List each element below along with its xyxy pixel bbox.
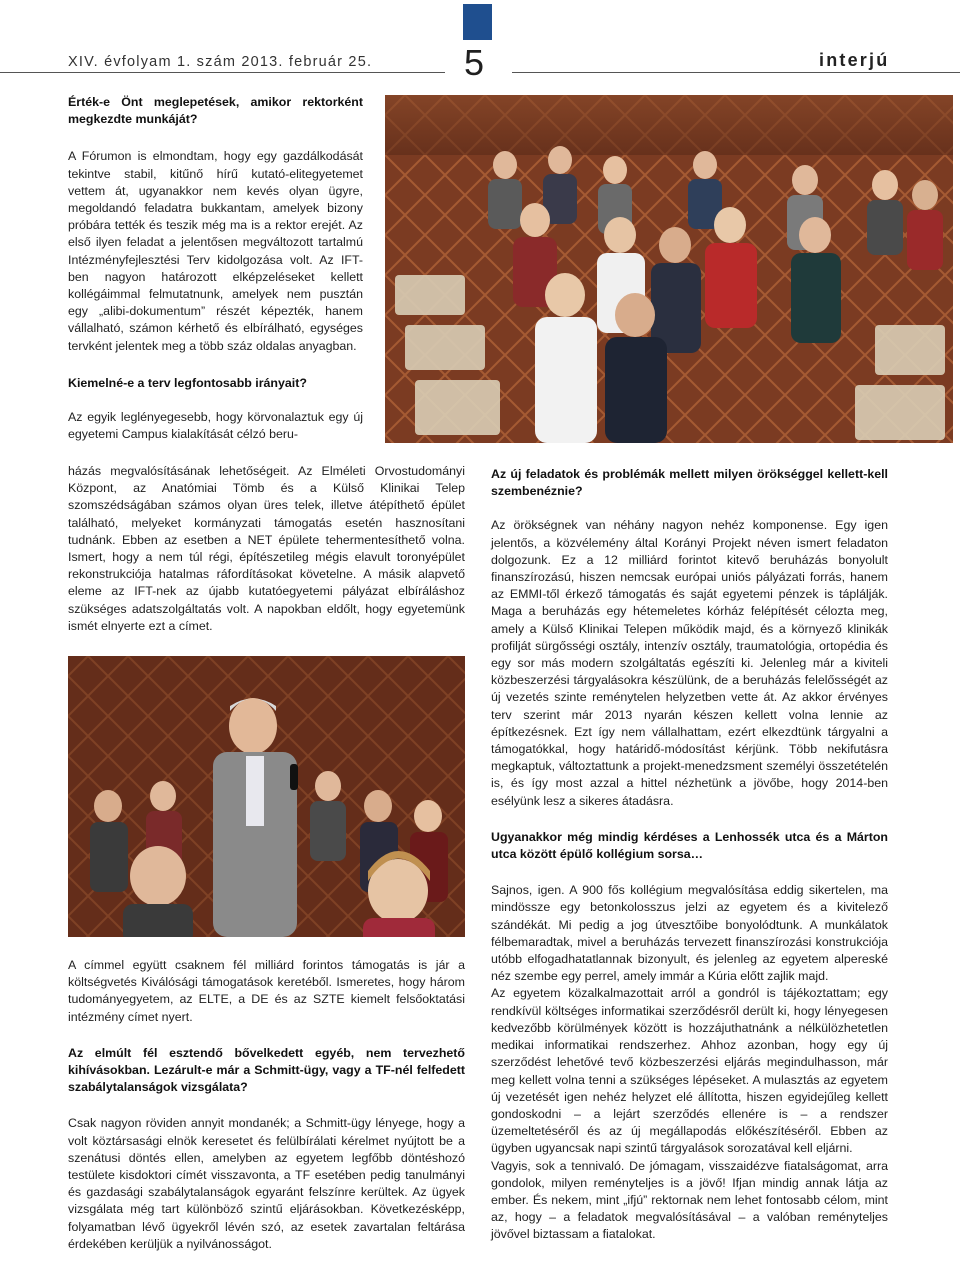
page-number: 5	[464, 42, 485, 83]
answer-2-intro: Az egyik leglényegesebb, hogy körvonalaztuk egy új egyetemi Campus kialakítását célzó beru-	[68, 410, 363, 442]
answer-1: A Fórumon is elmondtam, hogy egy gazdálkodását tekintve stabil, kitűnő hírű kutató-elitegyetemet vettem át, ugyanakkor nem kevés olyan ügyre, megoldandó feladatra bukkantam, amelyek bizony próbára tették és teszik még ma is a rektor erejét. Az első ilyen feladat a jelentősen megváltozott tartalmú Intézményfejlesztési Terv kidolgozása volt. Az IFT-ben nagyon határozott elképzeléseket kellett kollégáimmal felmutatnunk, amelyek nem pusztán egy „alibi-dokumentum” részét képezték, hanem vállalható, számon kérhető és elbírálható, egységes tervként jelentek meg a több száz oldalas anyagban.	[68, 149, 363, 353]
question-1: Érték-e Önt meglepetések, amikor rektorként megkezdte munkáját?	[68, 95, 363, 127]
header-rule-right	[512, 72, 960, 73]
column-left-bottom	[68, 957, 465, 1253]
question-5: Az új feladatok és problémák mellett milyen örökséggel kellett-kell szembenéznie?	[491, 467, 888, 499]
answer-2: házás megvalósításának lehetőségeit. Az Elméleti Orvostudományi Központ, az Anatómiai Tömb és a Külső Klinikai Telep szomszédságában számos olyan üres telek, illetve átépíthető épület található, melyeket kormányzati támogatás esetén hasznosítani tudnánk. Ebben az esetben a NET épülete tehermentesíthető volna. Ismert, hogy a nem túl régi, építészetileg mégis elavult toronyépület rekonstrukciója hatalmas ráfordításokat követelne. A másik alapvető eleme az IFT-nek az újabb kutatóegyetemi pályázat elbíráláshoz szükséges adatszolgáltatás volt. A napokban eldőlt, hogy egyetemünk ismét elnyerte ezt a címet.	[68, 464, 465, 633]
answer-4: Csak nagyon röviden annyit mondanék; a Schmitt-ügy lényege, hogy a volt köztársasági elnök keresetet és felülbírálati kérelmet nyújtott be a szenátusi döntés ellen, amelyben az egyetem legfőbb döntéshozó testülete kisdoktori címét visszavonta, a TF esetében pedig tanulmányi és gazdasági szabálytalanságok egyaránt felszínre kerültek. Az ügyek vizsgálata még tart különböző szintű eljárásokban. Következésképp, folyamatban lévő ügyekről lévén szó, az esetek zavartalan feltárása érdekében kerüljük a nyilvánosságot.	[68, 1116, 465, 1251]
section-label: interjú	[819, 50, 890, 70]
answer-3: A címmel együtt csaknem fél milliárd forintos támogatás is jár a költségvetés Kiválósági támogatások keretéből. Ismeretes, hogy három tudományegyetem, az ELTE, a DE és az SZTE kiemelt felsőoktatási intézmény címet nyert.	[68, 958, 465, 1024]
question-4: Az elmúlt fél esztendő bővelkedett egyéb, nem tervezhető kihívásokban. Lezárult-e már a Schmitt-ügy, vagy a TF-nél felfedett szabálytalanságok vizsgálata?	[68, 1045, 465, 1095]
header-rule-left	[0, 72, 445, 73]
audience-photo	[385, 95, 953, 443]
issue-line: XIV. évfolyam 1. szám 2013. február 25.	[68, 54, 373, 70]
speaker-photo	[68, 656, 465, 937]
answer-6: Sajnos, igen. A 900 fős kollégium megvalósítása eddig sikertelen, ma mindössze egy betonkolosszus jelzi az egyetem és a kivitelező szándékát. Mi pedig a jog útvesztőibe bonyolódtunk. A munkálatok félbemaradtak, mivel a beruházás tervezett finanszírozási konstrukciója utóbb elfogadhatatlannak bizonyult, és jelenleg az egyetem alpereské néz szembe egy perrel, amely immár a Kúria előtt zajlik majd.	[491, 883, 888, 984]
question-2: Kiemelné-e a terv legfontosabb irányait?	[68, 375, 307, 390]
answer-7: Az egyetem közalkalmazottait arról a gondról is tájékoztattam; egy rendkívül költséges informatikai szerződésről derült ki, hogy lényegesen kedvezőbb körülmények között is hozzájuthatnánk a nélkülözhetetlen medikai informatikai rendszerhez. Ahhoz azonban, hogy egy új szerződést lehetővé tevő közbeszerzési eljárás megindulhasson, már meg kellett volna tenni a szükséges lépéseket. A mulasztás az egyetem új vezetését igen nehéz helyzet elé állította, hiszen egyidejűleg kellett gondoskodni – a lejárt szerződés ellenére is – a rendszer üzemeltetéséről és az új megállapodás előkészítéséről. Ebben az ügyben ugyancsak napi szintű tárgyalások sorozatával kell eljárni.	[491, 986, 888, 1156]
answer-8: Vagyis, sok a tennivaló. De jómagam, visszaidézve fiatalságomat, arra gondolok, milyen reményteljes is a jövő! Ifjan mindig annak látja az ember. És nekem, mint „ifjú” rektornak nem lehet fontosabb célom, mint az, hogy – a feladatok megvalósításával – a valóban reményteljes jövővel biztassam a fiatalokat.	[491, 1158, 888, 1242]
page-number-marker	[463, 4, 492, 40]
column-right	[491, 466, 888, 1244]
answer-5: Az örökségnek van néhány nagyon nehéz komponense. Egy igen jelentős, a közvélemény által Korányi Projekt néven ismert feladaton dolgozunk. Ez a 12 milliárd forintot kitevő beruházás bonyolult finanszírozású, hiszen nemcsak európai uniós pályázati forrás, hanem az EMMI-től érkező támogatás és saját egyetemi pénzek is táplálják. Maga a beruházás egy hétemeletes kórház felépítését célozta meg, amely a Külső Klinikai Telepen működik majd, és a környező klinikák profilját sürgősségi osztály, intenzív osztály, traumatológia, ortopédia és egy sor más modern szolgáltatás egészíti ki. Jelenleg már a kiviteli közbeszerzési tárgyalásokra készülünk, de a beruházás felelősségét az új vezetés szinte reménytelen helyzetben vette át. Az akkor érvényes terv szerint már 2013 nyarán készen kellett volna lennie az építkezésnek. Ezt így nem vállalhattam, ezért elkezdtünk tárgyalni a támogatókkal, hogy határidő-módosítást kérjünk. Több nekifutásra megkaptuk, változtattunk a projekt-menedzsment személyi összetételén is, és így most azzal a hittel nézhetünk a jövőbe, hogy 2014-ben esélyünk lesz a sikeres átadásra.	[491, 518, 888, 808]
column-left-top	[68, 94, 363, 443]
question-6: Ugyanakkor még mindig kérdéses a Lenhossék utca és a Márton utca között épülő kollégium sorsa…	[491, 829, 888, 862]
